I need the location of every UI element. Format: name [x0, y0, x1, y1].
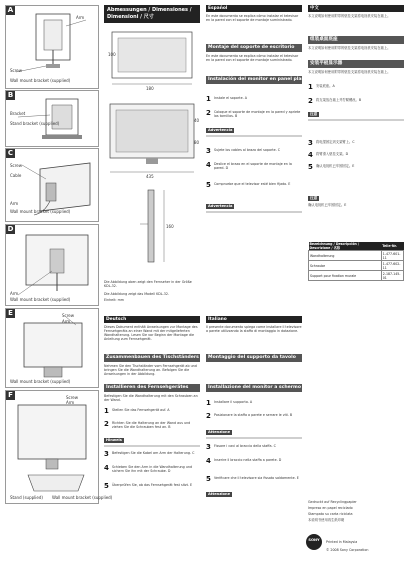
dimensions-note: Einheit: mm — [104, 298, 124, 302]
step-text: Compruebe que el televisor esté bien fijado. E — [214, 182, 291, 186]
footer-line: Stampato su carta riciclata — [308, 512, 353, 516]
table-cell: Schraube — [309, 261, 382, 271]
espanol-step: 1 Instale el soporte. A — [206, 96, 302, 106]
chinese-step: 3 将电缆固定到支架臂上。C — [308, 140, 404, 150]
deutsch-section-1-text: Nehmen Sie den Tischständer vom Fernsehgerät ab und bringen Sie die Wandhalterung an. Befolgen Sie die Anweisungen in der Abbildung. — [104, 364, 197, 377]
italiano-step: 1 Installare il supporto. A — [206, 400, 302, 410]
step-text: Deslice el brazo en el soporte de montaje en la pared. D — [214, 162, 292, 171]
chinese-note-text: 确认电视机已牢固固定。E — [308, 203, 347, 207]
italiano-step: 4 Inserire il braccio nella staffa a parete. D — [206, 458, 302, 472]
figure-b — [5, 90, 99, 147]
dimension-label: 160 — [166, 224, 174, 229]
dimension-label: 100 — [108, 52, 116, 57]
parts-table-header — [309, 242, 404, 251]
espanol-note: Advertencia — [208, 128, 233, 132]
chinese-step: 5 确认电视机已牢固固定。E — [308, 164, 404, 174]
separator — [206, 135, 302, 137]
table-cell: Wandhalterung — [309, 251, 382, 261]
caption: Screw — [62, 313, 75, 318]
language-header-italiano: Italiano — [206, 316, 302, 323]
caption: Arm — [76, 15, 85, 20]
table-header-cell: Bezeichnung / Descripción / Descrizione / 名称 — [309, 242, 382, 251]
footer-line: 本说明书使用再生纸印刷 — [308, 518, 345, 522]
step-text: Befestigen Sie die Kabel am Arm der Halterung. C — [112, 451, 195, 455]
separator — [206, 211, 302, 213]
chinese-note: 注意 — [310, 196, 318, 200]
language-header-deutsch: Deutsch — [104, 316, 200, 323]
deutsch-step: 1 Stellen Sie das Fernsehgerät auf. A — [104, 408, 200, 418]
step-text: Schieben Sie den Arm in die Wandhalterung und sichern Sie ihn mit der Schraube. D — [112, 465, 193, 474]
deutsch-step: 5 Überprüfen Sie, ob das Fernsehgerät fest sitzt. E — [104, 483, 200, 493]
chinese-step: 4 将臂滑入壁挂支架。D — [308, 152, 404, 162]
caption: Arm — [62, 319, 71, 324]
step-text: Fissare i cavi al braccio della staffa. C — [214, 444, 276, 448]
figure-c — [5, 148, 99, 222]
italiano-intro: Il presente documento spiega come installare il televisore a parete utilizzando la staffa di montaggio in dotazione. — [206, 325, 302, 334]
deutsch-section-2: Installieren des Fernsehgerätes — [104, 384, 200, 392]
caption: Stand bracket (supplied) — [10, 121, 60, 126]
table-row — [309, 261, 404, 271]
italiano-step: 2 Posizionare la staffa a parete e serrare le viti. B — [206, 413, 302, 427]
caption: Screw — [66, 395, 79, 400]
step-text: Stellen Sie das Fernsehgerät auf. A — [112, 408, 170, 412]
deutsch-step: 4 Schieben Sie den Arm in die Wandhalterung und sichern Sie ihn mit der Schraube. D — [104, 465, 200, 479]
caption: Wall mount bracket (supplied) — [10, 297, 71, 302]
chinese-note: 注意 — [310, 112, 318, 116]
figure-d-drawing — [6, 225, 98, 305]
separator — [308, 119, 404, 121]
recycle-logo — [306, 534, 322, 550]
caption: Bracket — [10, 111, 26, 116]
espanol-step: 2 Coloque el soporte de montaje en la pared y apriete los tornillos. B — [206, 109, 301, 119]
dimensions-note: Die Abbildung zeigt das Modell KDL-32. — [104, 292, 169, 296]
step-text: Inserire il braccio nella staffa a parete. D — [214, 458, 282, 462]
table-cell: 1-477-601-11 — [381, 251, 403, 261]
step-text: Überprüfen Sie, ob das Fernsehgerät fest sitzt. E — [112, 483, 193, 487]
chinese-section-2: 安装平板显示器 — [308, 60, 404, 68]
footer-line: Gedruckt auf Recyclingpapier — [308, 500, 357, 504]
caption: Screw — [10, 163, 23, 168]
footer-printed: Printed in Malaysia — [326, 540, 358, 544]
caption: Arm — [10, 201, 19, 206]
chinese-section-1: 组装桌面底座 — [308, 36, 404, 44]
table-header-cell: Teile-Nr. — [381, 242, 403, 251]
step-text: Installare il supporto. A — [214, 400, 253, 404]
table-row — [309, 251, 404, 261]
dimensions-title-line1: Abmessungen / Dimensiones / — [107, 7, 192, 13]
caption: Wall mount bracket (supplied) — [52, 495, 113, 500]
footer-line: Impreso en papel reciclado — [308, 506, 353, 510]
deutsch-section-1: Zusammenbauen des Tischständers — [106, 355, 199, 360]
step-text: 将臂滑入壁挂支架。D — [316, 152, 349, 156]
table-cell: 1-477-602-11 — [381, 261, 403, 271]
chinese-step: 2 将支架放在墙上并拧紧螺丝。B — [308, 98, 404, 108]
italiano-section-2: Installazione del monitor a schermo piatto — [208, 385, 319, 390]
deutsch-section-2-text: Befestigen Sie die Wandhalterung mit den Schrauben an der Wand. — [104, 394, 198, 403]
parts-table — [308, 242, 404, 281]
figure-tag: D — [7, 225, 14, 233]
figure-b-drawing — [6, 91, 98, 146]
step-text: Sujete los cables al brazo del soporte. C — [214, 148, 281, 152]
step-text: 确认电视机已牢固固定。E — [316, 164, 355, 168]
chinese-step: 1 安装底座。A — [308, 84, 404, 94]
deutsch-step: 3 Befestigen Sie die Kabel am Arm der Halterung. C — [104, 451, 200, 461]
table-cell: 2-187-145-01 — [381, 271, 403, 281]
espanol-step: 5 Compruebe que el televisor esté bien fijado. E — [206, 182, 302, 192]
espanol-section-text: En este documento se explica cómo instalar el televisor en la pared con el soporte de montaje suministrado. — [206, 54, 299, 63]
italiano-note: Attenzione — [208, 492, 231, 496]
caption: Wall mount bracket (supplied) — [10, 78, 71, 83]
figure-tag: A — [7, 6, 14, 14]
caption: Arm — [66, 400, 75, 405]
step-text: 安装底座。A — [316, 84, 335, 88]
figure-e-drawing — [6, 309, 98, 387]
espanol-note: Advertencia — [208, 204, 233, 208]
caption: Wall mount bracket (supplied) — [10, 379, 71, 384]
espanol-step: 4 Deslice el brazo en el soporte de montaje en la pared. D — [206, 162, 302, 176]
step-text: 将支架放在墙上并拧紧螺丝。B — [316, 98, 362, 102]
caption: Stand (supplied) — [10, 495, 43, 500]
step-text: Coloque el soporte de montaje en la pared y apriete los tornillos. B — [214, 110, 301, 119]
italiano-note: Attenzione — [208, 430, 231, 434]
table-cell: Support pour fixation murale — [309, 271, 382, 281]
figure-e — [5, 308, 99, 388]
italiano-step: 3 Fissare i cavi al braccio della staffa. C — [206, 444, 302, 454]
espanol-section-1: Montaje del soporte de escritorio — [206, 44, 302, 52]
italiano-step: 5 Verificare che il televisore sia fissato saldamente. E — [206, 476, 302, 486]
espanol-step: 3 Sujete los cables al brazo del soporte. C — [206, 148, 302, 158]
dimensions-title-line2: Dimensioni / 尺寸 — [107, 13, 154, 20]
dimensions-caption: Die Abbildung oben zeigt den Fernseher in der Größe KDL-32. — [104, 280, 192, 289]
step-text: 将电缆固定到支架臂上。C — [316, 140, 355, 144]
espanol-intro: En este documento se explica cómo instalar el televisor en la pared con el soporte de montaje suministrado. — [206, 14, 299, 23]
dimension-label: 435 — [146, 174, 154, 179]
dimensions-title — [104, 5, 200, 23]
caption: Wall mount bracket (supplied) — [10, 209, 71, 214]
table-row — [309, 271, 404, 281]
figure-f-drawing — [6, 391, 98, 503]
figure-tag: B — [7, 91, 14, 99]
italiano-section-1: Montaggio del supporto da tavolo — [206, 354, 302, 362]
espanol-section-2: Instalación del monitor en panel plano — [208, 77, 308, 82]
separator — [206, 437, 302, 439]
chinese-section-text: 本文说明如何使用附带的壁挂支架将电视机安装在墙上。 — [308, 70, 391, 74]
dimensions-drawing — [104, 24, 200, 274]
figure-tag: E — [6, 309, 15, 318]
caption: Cable — [10, 173, 22, 178]
caption: Screw — [10, 68, 23, 73]
step-text: Richten Sie die Halterung an der Wand aus und ziehen Sie die Schrauben fest an. B — [112, 421, 191, 430]
figure-tag: F — [6, 391, 15, 400]
language-header-espanol: Español — [206, 5, 302, 12]
deutsch-intro: Dieses Dokument enthält Anweisungen zur Montage des Fernsehgeräts an einer Wand mit der mitgelieferten Wandhalterung. Lesen Sie vor Beginn der Montage die Anleitung zum Fernsehgerät. — [104, 325, 198, 342]
figure-a — [5, 5, 99, 89]
figure-d — [5, 224, 99, 306]
figure-tag: C — [7, 149, 14, 157]
dimension-label: 40 — [194, 118, 200, 123]
logo-text: SONY — [308, 538, 320, 542]
deutsch-step: 2 Richten Sie die Halterung an der Wand aus und ziehen Sie die Schrauben fest an. B — [104, 421, 200, 435]
language-header-chinese: 中文 — [308, 5, 404, 12]
step-text: Posizionare la staffa a parete e serrare le viti. B — [214, 413, 293, 417]
caption: Arm — [10, 291, 19, 296]
step-text: Instale el soporte. A — [214, 96, 247, 100]
chinese-section-text: 本文说明如何使用附带的壁挂支架将电视机安装在墙上。 — [308, 46, 391, 50]
figure-f — [5, 390, 113, 504]
chinese-intro: 本文说明如何使用附带的壁挂支架将电视机安装在墙上。 — [308, 14, 391, 18]
step-text: Verificare che il televisore sia fissato saldamente. E — [214, 476, 299, 480]
dimension-label: 180 — [146, 86, 154, 91]
dimension-label: 80 — [194, 140, 200, 145]
deutsch-note: Hinweis — [106, 438, 122, 442]
footer-copyright: © 2008 Sony Corporation — [326, 548, 369, 552]
separator — [104, 445, 200, 447]
